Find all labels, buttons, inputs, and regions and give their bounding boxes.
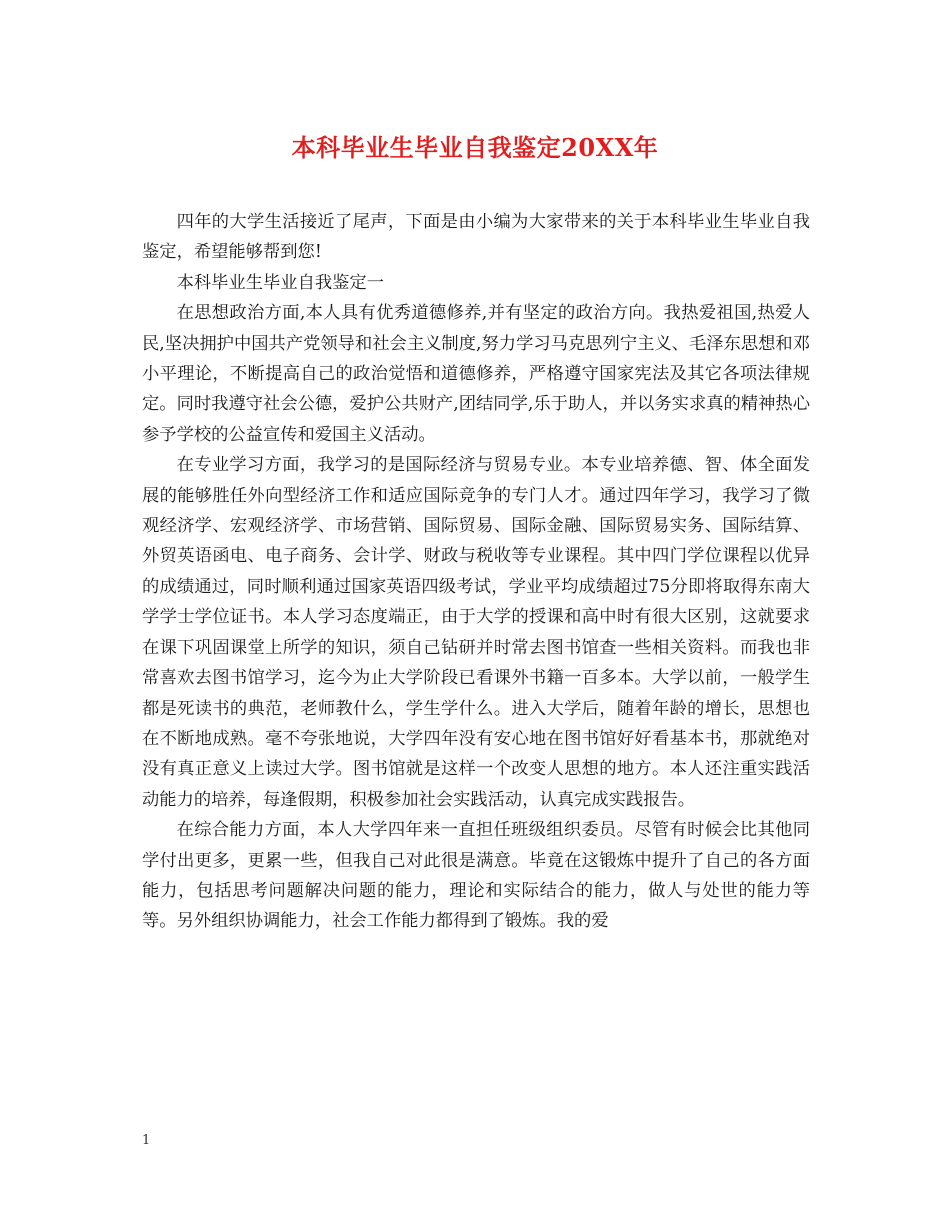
- document-body: [142, 207, 810, 937]
- section-heading: 本科毕业生毕业自我鉴定一: [176, 272, 384, 293]
- paragraph-study: 在专业学习方面，我学习的是国际经济与贸易专业。本专业培养德、智、体全面发展的能够胜任外向型经济工作和适应国际竞争的专门人才。通过四年学习，我学习了微观经济学、宏观经济学、市场营销、国际贸易、国际金融、国际贸易实务、国际结算、外贸英语函电、电子商务、会计学、财政与税收等专业课程。其中四门学位课程以优异的成绩通过，同时顺利通过国家英语四级考试，学业平均成绩超过75分即将取得东南大学学士学位证书。本人学习态度端正，由于大学的授课和高中时有很大区别，这就要求在课下巩固课堂上所学的知识，须自己钻研并时常去图书馆查一些相关资料。而我也非常喜欢去图书馆学习，迄今为止大学阶段已看课外书籍一百多本。大学以前，一般学生都是死读书的典范，老师教什么，学生学什么。进入大学后，随着年龄的增长，思想也在不断地成熟。毫不夸张地说，大学四年没有安心地在图书馆好好看基本书，那就绝对没有真正意义上读过大学。图书馆就是这样一个改变人思想的地方。本人还注重实践活动能力的培养，每逢假期，积极参加社会实践活动，认真完成实践报告。: [142, 455, 810, 810]
- paragraph-intro: 四年的大学生活接近了尾声，下面是由小编为大家带来的关于本科毕业生毕业自我鉴定，希望能够帮到您!: [142, 212, 810, 263]
- page-number: 1: [142, 1133, 151, 1148]
- paragraph-ability: 在综合能力方面，本人大学四年来一直担任班级组织委员。尽管有时候会比其他同学付出更多，更累一些，但我自己对此很是满意。毕竟在这锻炼中提升了自己的各方面能力，包括思考问题解决问题的能力，理论和实际结合的能力，做人与处世的能力等等。另外组织协调能力，社会工作能力都得到了锻炼。我的爱: [142, 820, 810, 932]
- document-title: 本科毕业生毕业自我鉴定20XX年: [291, 133, 659, 162]
- paragraph-political: 在思想政治方面,本人具有优秀道德修养,并有坚定的政治方向。我热爱祖国,热爱人民,坚决拥护中国共产党领导和社会主义制度,努力学习马克思列宁主义、毛泽东思想和邓小平理论，不断提高自己的政治觉悟和道德修养，严格遵守国家宪法及其它各项法律规定。同时我遵守社会公德，爱护公共财产,团结同学,乐于助人，并以务实求真的精神热心参予学校的公益宣传和爱国主义活动。: [142, 303, 810, 445]
